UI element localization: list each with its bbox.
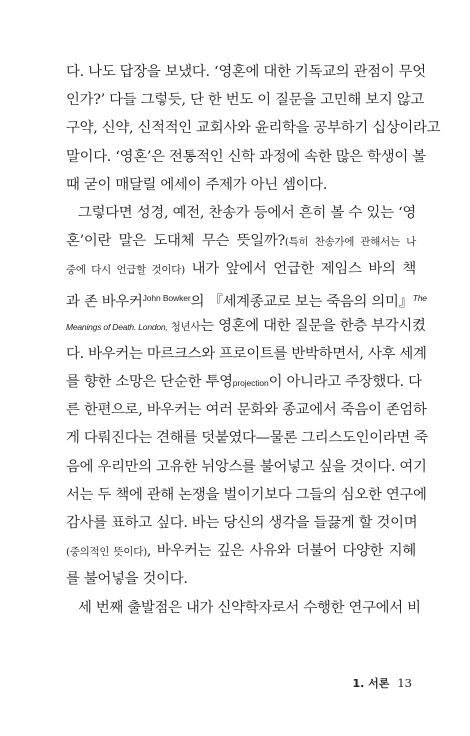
text-line bbox=[66, 199, 416, 227]
text-line bbox=[66, 537, 416, 565]
line-text: 음에 우리만의 고유한 뉘앙스를 불어넣고 싶을 것이다. 여기 bbox=[66, 458, 427, 475]
line-text: 감사를 표하고 싶다. 바는 당신의 생각을 들끓게 할 것이며 bbox=[66, 515, 418, 531]
line-text: 세 번째 출발점은 내가 신약학자로서 수행한 연구에서 비 bbox=[78, 599, 421, 616]
text-line bbox=[66, 340, 427, 368]
publisher-note: 청년사 bbox=[167, 320, 201, 333]
section-label: 1. 서론 bbox=[352, 677, 390, 690]
line-text: 서는 두 책에 관해 논쟁을 벌이기보다 그들의 심오한 연구에 bbox=[66, 486, 427, 503]
line-text: 말이다. ‘영혼’은 전통적인 신학 과정에 속한 많은 학생이 볼 bbox=[66, 148, 426, 165]
book-title: 의 『세계종교로 보는 죽음의 의미』 bbox=[190, 293, 413, 310]
line-text: 다. 나도 답장을 보냈다. ‘영혼에 대한 기독교의 관점이 무엇 bbox=[66, 64, 426, 80]
text-line bbox=[66, 481, 427, 509]
text-line bbox=[66, 424, 428, 452]
text-line bbox=[66, 312, 426, 340]
line-text: 혼’이란 말은 도대체 무슨 뜻일까? bbox=[66, 233, 285, 250]
line-text: 구약, 신약, 신적적인 교회사와 윤리학을 공부하기 십상이라고 bbox=[66, 120, 441, 137]
text-line bbox=[66, 143, 426, 171]
text-line bbox=[66, 453, 427, 481]
line-text: , 바우커는 깊은 사유와 더불어 다양한 지혜 bbox=[146, 543, 416, 560]
text-line bbox=[66, 565, 416, 593]
line-text: 른 한편으로, 바우커는 여러 문화와 종교에서 죽음이 존엄하 bbox=[66, 402, 427, 419]
line-text: 를 불어넣을 것이다. bbox=[66, 571, 188, 588]
text-line bbox=[66, 509, 416, 537]
text-line bbox=[66, 368, 422, 396]
parenthetical-note: (중의적인 뜻이다) bbox=[66, 546, 147, 559]
text-line bbox=[66, 171, 416, 199]
line-text: 내가 앞에서 언급한 제임스 바의 책 bbox=[184, 261, 416, 278]
english-gloss: projection bbox=[232, 378, 269, 389]
parenthetical-note: 중에 다시 언급할 것이다) bbox=[66, 264, 185, 277]
line-text: 다. 바우커는 마르크스와 프로이트를 반박하면서, 사후 세계 bbox=[66, 345, 427, 362]
line-text: 이 아니라고 주장했다. 다 bbox=[268, 374, 422, 391]
text-line bbox=[66, 396, 427, 424]
line-text: 는 영혼에 대한 질문을 한층 부각시켰 bbox=[200, 317, 426, 334]
text-line bbox=[66, 227, 416, 255]
english-gloss: Meanings of Death. London, bbox=[66, 321, 168, 332]
line-text: 를 향한 소망은 단순한 투영 bbox=[66, 374, 233, 391]
page-number: 13 bbox=[397, 676, 412, 690]
english-gloss: John Bowker bbox=[142, 292, 191, 303]
text-line bbox=[66, 255, 416, 283]
line-text: 그렇다면 성경, 예전, 찬송가 등에서 흔히 볼 수 있는 ‘영 bbox=[78, 204, 416, 221]
body-text bbox=[66, 58, 441, 622]
text-line bbox=[66, 114, 441, 142]
text-line bbox=[66, 86, 424, 114]
line-text: 과 존 바우커 bbox=[66, 293, 143, 310]
line-text: 인가?’ 다들 그렇듯, 단 한 번도 이 질문을 고민해 보지 않고 bbox=[66, 92, 424, 109]
line-text: 게 다뤄진다는 견해를 덧붙였다—물론 그리스도인이라면 죽 bbox=[66, 430, 428, 447]
text-line bbox=[66, 58, 426, 86]
page-footer bbox=[352, 675, 412, 691]
english-gloss: The bbox=[412, 292, 427, 303]
text-line bbox=[66, 284, 427, 312]
parenthetical-note: (특히 찬송가에 관해서는 나 bbox=[284, 236, 417, 249]
text-line bbox=[66, 594, 421, 622]
line-text: 때 굳이 매달릴 에세이 주제가 아닌 셈이다. bbox=[66, 176, 328, 193]
